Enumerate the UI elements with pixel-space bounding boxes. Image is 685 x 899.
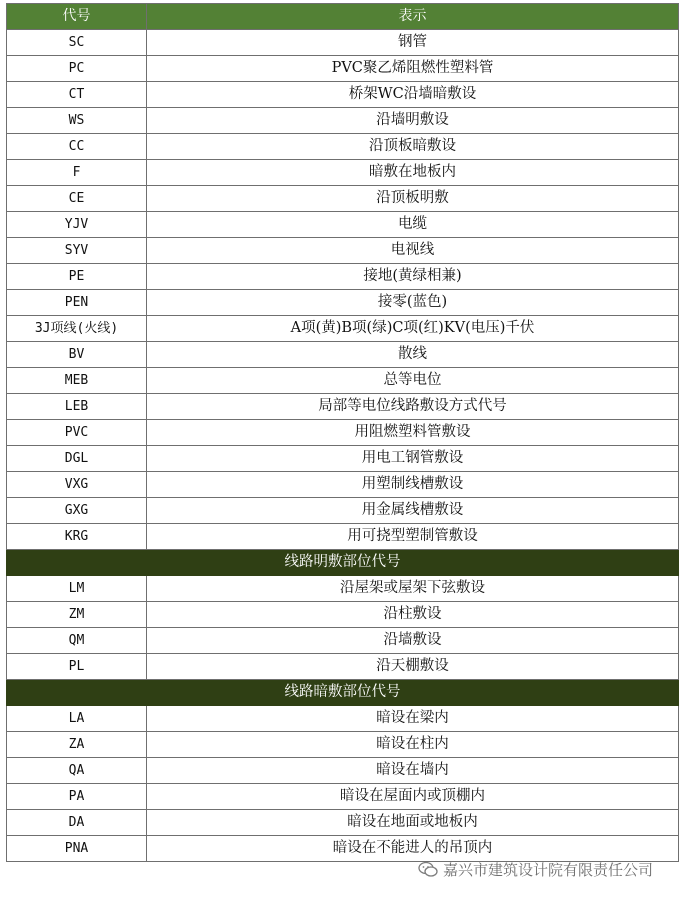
meaning-cell: 暗设在不能进人的吊顶内 — [147, 836, 679, 862]
meaning-cell: 沿墙明敷设 — [147, 108, 679, 134]
meaning-cell: 沿屋架或屋架下弦敷设 — [147, 576, 679, 602]
table-row — [7, 368, 679, 394]
code-cell: LM — [7, 576, 147, 602]
table-row — [7, 82, 679, 108]
code-cell: PL — [7, 654, 147, 680]
code-cell: GXG — [7, 498, 147, 524]
section-title: 线路明敷部位代号 — [7, 550, 679, 576]
table-row — [7, 602, 679, 628]
table-body — [7, 30, 679, 862]
code-cell: PVC — [7, 420, 147, 446]
table-row — [7, 654, 679, 680]
meaning-cell: 电视线 — [147, 238, 679, 264]
meaning-cell: 暗设在墙内 — [147, 758, 679, 784]
table-row — [7, 160, 679, 186]
table-row — [7, 524, 679, 550]
meaning-cell: 暗敷在地板内 — [147, 160, 679, 186]
section-header-row — [7, 680, 679, 706]
meaning-cell: 沿顶板暗敷设 — [147, 134, 679, 160]
code-cell: ZM — [7, 602, 147, 628]
table-row — [7, 316, 679, 342]
code-cell: F — [7, 160, 147, 186]
code-cell: LA — [7, 706, 147, 732]
meaning-cell: 暗设在梁内 — [147, 706, 679, 732]
table-row — [7, 836, 679, 862]
table-row — [7, 30, 679, 56]
code-cell: KRG — [7, 524, 147, 550]
table-row — [7, 810, 679, 836]
table-row — [7, 238, 679, 264]
table-row — [7, 576, 679, 602]
meaning-cell: 接零(蓝色) — [147, 290, 679, 316]
code-cell: YJV — [7, 212, 147, 238]
code-cell: PC — [7, 56, 147, 82]
code-cell: CC — [7, 134, 147, 160]
meaning-cell: 沿柱敷设 — [147, 602, 679, 628]
meaning-cell: 暗设在屋面内或顶棚内 — [147, 784, 679, 810]
meaning-cell: 电缆 — [147, 212, 679, 238]
table-row — [7, 186, 679, 212]
table-row — [7, 628, 679, 654]
meaning-cell: 钢管 — [147, 30, 679, 56]
meaning-cell: 局部等电位线路敷设方式代号 — [147, 394, 679, 420]
table-row — [7, 706, 679, 732]
code-cell: QM — [7, 628, 147, 654]
table-row — [7, 758, 679, 784]
header-code: 代号 — [7, 4, 147, 30]
table-row — [7, 212, 679, 238]
meaning-cell: 接地(黄绿相兼) — [147, 264, 679, 290]
table-header-row — [7, 4, 679, 30]
table-row — [7, 394, 679, 420]
meaning-cell: PVC聚乙烯阻燃性塑料管 — [147, 56, 679, 82]
code-cell: MEB — [7, 368, 147, 394]
code-cell: 3J项线(火线) — [7, 316, 147, 342]
code-cell: DGL — [7, 446, 147, 472]
watermark-text: 嘉兴市建筑设计院有限责任公司 — [443, 860, 654, 879]
section-header-row — [7, 550, 679, 576]
meaning-cell: 用阻燃塑料管敷设 — [147, 420, 679, 446]
code-cell: SC — [7, 30, 147, 56]
meaning-cell: 桥架WC沿墙暗敷设 — [147, 82, 679, 108]
meaning-cell: 沿天棚敷设 — [147, 654, 679, 680]
code-cell: ZA — [7, 732, 147, 758]
table-row — [7, 264, 679, 290]
meaning-cell: A项(黄)B项(绿)C项(红)KV(电压)千伏 — [147, 316, 679, 342]
code-table — [6, 3, 679, 862]
code-cell: PNA — [7, 836, 147, 862]
section-title: 线路暗敷部位代号 — [7, 680, 679, 706]
code-cell: QA — [7, 758, 147, 784]
meaning-cell: 用金属线槽敷设 — [147, 498, 679, 524]
meaning-cell: 用可挠型塑制管敷设 — [147, 524, 679, 550]
meaning-cell: 用塑制线槽敷设 — [147, 472, 679, 498]
code-cell: PE — [7, 264, 147, 290]
meaning-cell: 沿墙敷设 — [147, 628, 679, 654]
code-cell: CE — [7, 186, 147, 212]
code-cell: WS — [7, 108, 147, 134]
table-row — [7, 446, 679, 472]
code-cell: DA — [7, 810, 147, 836]
table-row — [7, 134, 679, 160]
table-row — [7, 784, 679, 810]
table-row — [7, 342, 679, 368]
meaning-cell: 散线 — [147, 342, 679, 368]
meaning-cell: 沿顶板明敷 — [147, 186, 679, 212]
table-row — [7, 420, 679, 446]
table-row — [7, 108, 679, 134]
code-cell: VXG — [7, 472, 147, 498]
code-cell: PEN — [7, 290, 147, 316]
code-cell: LEB — [7, 394, 147, 420]
wechat-icon — [418, 861, 438, 878]
meaning-cell: 总等电位 — [147, 368, 679, 394]
header-meaning: 表示 — [147, 4, 679, 30]
table-row — [7, 290, 679, 316]
code-cell: BV — [7, 342, 147, 368]
code-cell: PA — [7, 784, 147, 810]
table-row — [7, 472, 679, 498]
meaning-cell: 用电工钢管敷设 — [147, 446, 679, 472]
table-row — [7, 732, 679, 758]
code-cell: CT — [7, 82, 147, 108]
meaning-cell: 暗设在地面或地板内 — [147, 810, 679, 836]
table-row — [7, 498, 679, 524]
table-row — [7, 56, 679, 82]
code-cell: SYV — [7, 238, 147, 264]
meaning-cell: 暗设在柱内 — [147, 732, 679, 758]
